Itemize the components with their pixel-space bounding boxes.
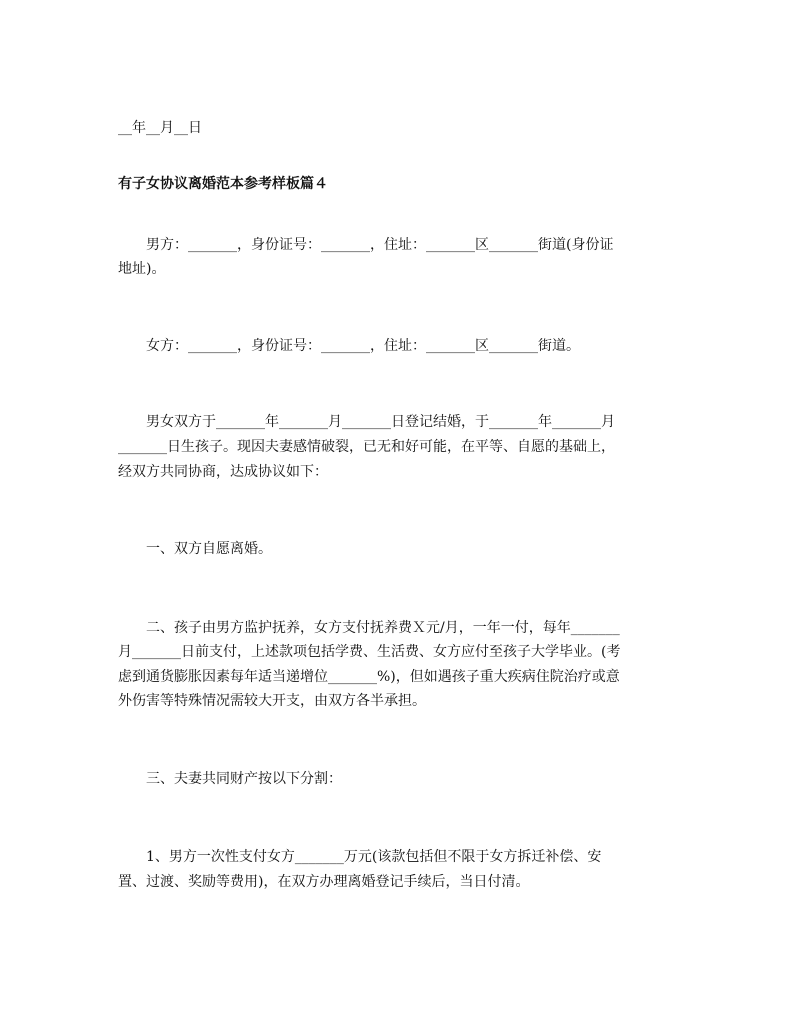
woman-info-line: 女方：_______，身份证号：_______，住址：_______区_______街道。 bbox=[118, 338, 580, 354]
intro-line-3: 经双方共同协商，达成协议如下： bbox=[118, 464, 328, 480]
clause-2-line-3: 虑到通货膨胀因素每年适当递增位_______%)，但如遇孩子重大疾病住院治疗或意 bbox=[118, 669, 620, 685]
clause-3-1-line-2: 置、过渡、奖励等费用)，在双方办理离婚登记手续后，当日付清。 bbox=[118, 874, 530, 890]
document-title: 有子女协议离婚范本参考样板篇４ bbox=[118, 176, 328, 192]
clause-3-1-line-1: 1、男方一次性支付女方_______万元(该款包括但不限于女方拆迁补偿、安 bbox=[118, 849, 602, 865]
clause-2-line-1: 二、孩子由男方监护抚养，女方支付抚养费Ｘ元/月，一年一付，每年_______ bbox=[118, 620, 620, 636]
clause-3: 三、夫妻共同财产按以下分割： bbox=[118, 771, 342, 787]
man-info-line-2: 地址)。 bbox=[118, 261, 166, 277]
clause-1: 一、双方自愿离婚。 bbox=[118, 541, 272, 557]
clause-2-line-4: 外伤害等特殊情况需较大开支，由双方各半承担。 bbox=[118, 693, 426, 709]
clause-2-line-2: 月_______日前支付，上述款项包括学费、生活费、女方应付至孩子大学毕业。(考 bbox=[118, 644, 621, 660]
intro-line-1: 男女双方于_______年_______月_______日登记结婚，于_______年_______月 bbox=[118, 414, 615, 430]
intro-line-2: _______日生孩子。现因夫妻感情破裂，已无和好可能，在平等、自愿的基础上， bbox=[118, 439, 615, 455]
date-line: __年__月__日 bbox=[118, 120, 202, 136]
man-info-line-1: 男方：_______，身份证号：_______，住址：_______区_______街道(身份证 bbox=[118, 237, 614, 253]
